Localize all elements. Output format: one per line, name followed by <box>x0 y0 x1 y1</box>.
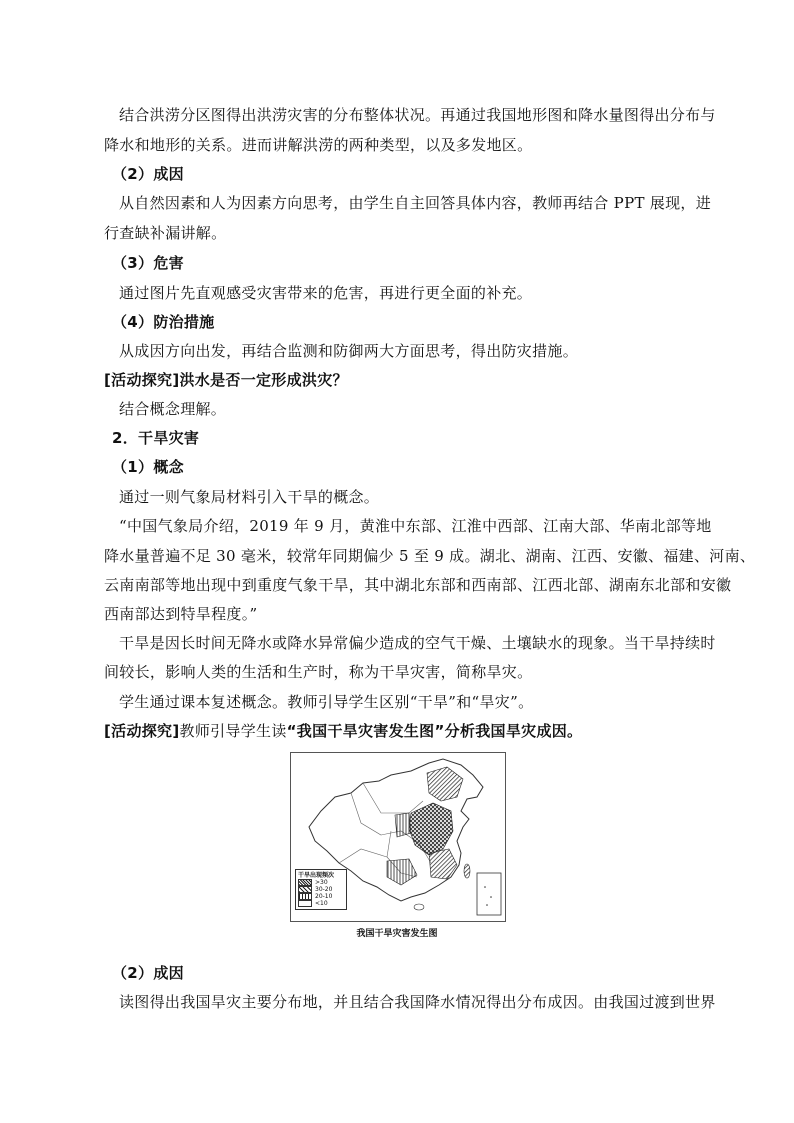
activity-tag: [活动探究] <box>104 722 180 740</box>
china-drought-map <box>290 752 506 922</box>
para-1-line-1: 结合洪涝分区图得出洪涝灾害的分布整体状况。再通过我国地形图和降水量图得出分布与 <box>119 106 716 124</box>
para-2-line-1: 从自然因素和人为因素方向思考，由学生自主回答具体内容，教师再结合 PPT 展现，进 <box>119 194 712 212</box>
heading-harm: （3）危害 <box>112 254 184 272</box>
figure-caption: 我国干旱灾害发生图 <box>356 929 438 939</box>
legend-label: <10 <box>315 900 328 907</box>
heading-cause: （2）成因 <box>112 165 184 183</box>
definition-line-2: 间较长，影响人类的生活和生产时，称为干旱灾害，简称旱灾。 <box>104 663 533 681</box>
drought-map-figure <box>290 752 504 944</box>
para-7: 学生通过课本复述概念。教师引导学生区别“干旱”和“旱灾”。 <box>119 693 534 711</box>
quote-line-4: 西南部达到特旱程度。” <box>104 605 258 623</box>
para-4: 从成因方向出发，再结合监测和防御两大方面思考，得出防灾措施。 <box>119 342 579 360</box>
legend-item <box>298 886 344 893</box>
definition-line-1: 干旱是因长时间无降水或降水异常偏少造成的空气干燥、土壤缺水的现象。当干旱持续时 <box>119 634 716 652</box>
para-3: 通过图片先直观感受灾害带来的危害，再进行更全面的补充。 <box>119 284 533 302</box>
section-heading-drought: 2．干旱灾害 <box>112 429 200 447</box>
legend-label: 20-10 <box>315 893 333 900</box>
activity-text: 教师引导学生读 <box>179 722 287 740</box>
activity-question-1: [活动探究]洪水是否一定形成洪灾？ <box>104 371 348 389</box>
activity-question-2 <box>104 721 582 741</box>
legend-swatch <box>298 893 312 900</box>
legend-item <box>298 900 344 907</box>
quote-line-1: “中国气象局介绍，2019 年 9 月，黄淮中东部、江淮中西部、江南大部、华南北部等地 <box>119 517 712 535</box>
zone-west <box>395 813 411 837</box>
legend-swatch <box>298 879 312 886</box>
para-6: 通过一则气象局材料引入干旱的概念。 <box>119 488 380 506</box>
legend-swatch <box>298 886 312 893</box>
para-1-line-2: 降水和地形的关系。进而讲解洪涝的两种类型，以及多发地区。 <box>104 136 533 154</box>
map-legend <box>295 869 347 910</box>
legend-item <box>298 893 344 900</box>
heading-measures: （4）防治措施 <box>112 313 215 331</box>
heading-concept: （1）概念 <box>112 458 184 476</box>
quote-line-2: 降水量普遍不足 30 毫米，较常年同期偏少 5 至 9 成。湖北、湖南、江西、安徽、福建、河南、 <box>104 547 756 565</box>
heading-cause-2: （2）成因 <box>112 964 184 982</box>
para-2-line-2: 行查缺补漏讲解。 <box>104 224 227 242</box>
para-5: 结合概念理解。 <box>119 400 227 418</box>
para-8: 读图得出我国旱灾主要分布地，并且结合我国降水情况得出分布成因。由我国过渡到世界 <box>119 993 716 1011</box>
legend-title: 干旱出现频次 <box>298 872 335 879</box>
legend-label: >30 <box>315 879 328 886</box>
quote-line-3: 云南南部等地出现中到重度气象干旱，其中湖北东部和西南部、江西北部、湖南东北部和安徽 <box>104 576 732 594</box>
legend-item <box>298 879 344 886</box>
legend-label: 30-20 <box>315 886 333 893</box>
legend-swatch <box>298 900 312 907</box>
activity-figure-ref: “我国干旱灾害发生图”分析我国旱灾成因。 <box>286 722 583 740</box>
